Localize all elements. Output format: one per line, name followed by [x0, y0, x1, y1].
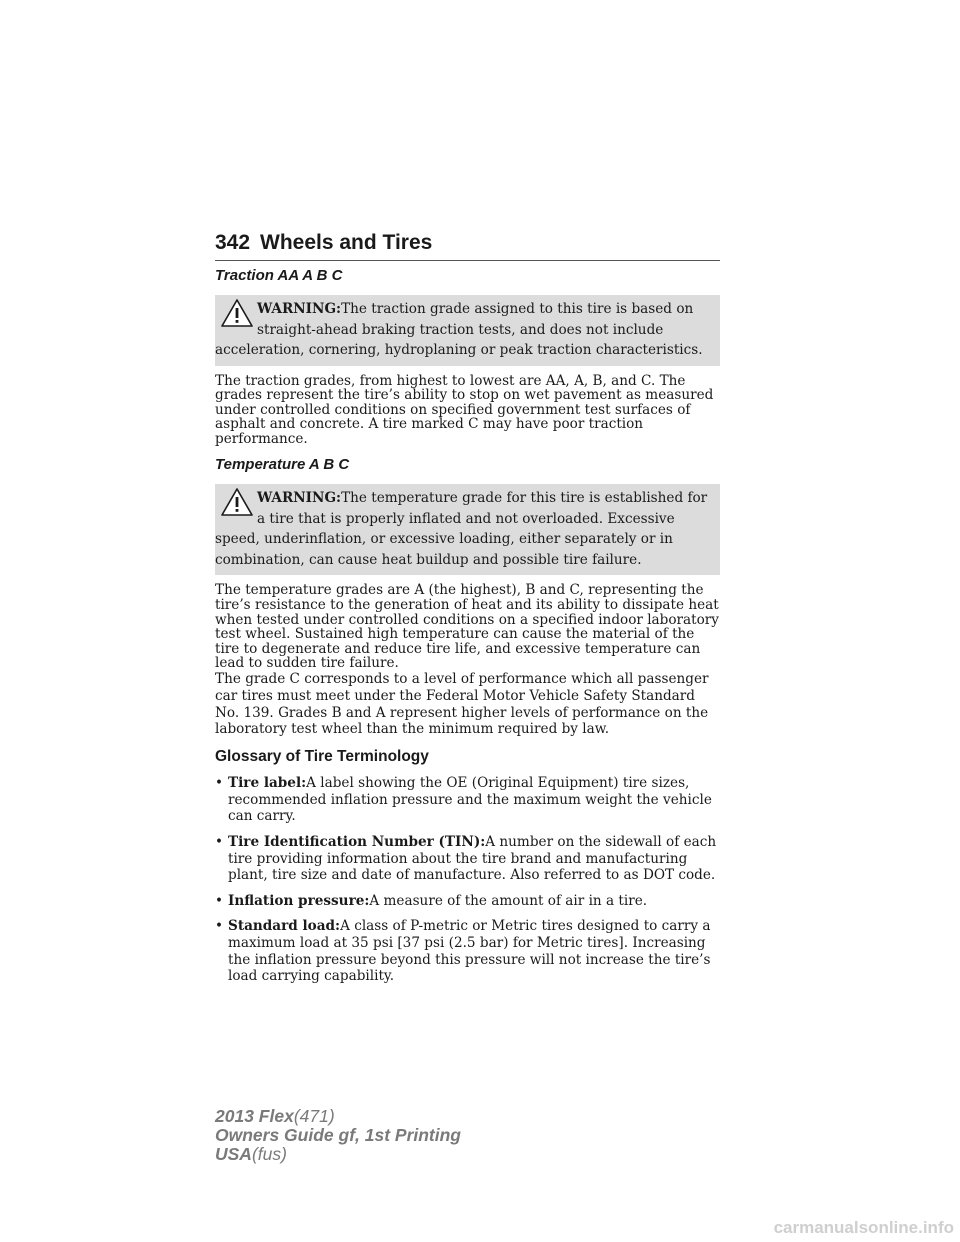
glossary-term: Standard load:	[228, 918, 341, 935]
warning-text: The traction grade assigned to this tire is based on	[341, 301, 694, 317]
glossary-definition: A measure of the amount of air in a tire.	[369, 892, 648, 909]
warning-text: straight-ahead braking traction tests, and does not include	[257, 321, 664, 338]
glossary-term: Inflation pressure:	[228, 892, 370, 909]
warning-text: acceleration, cornering, hydroplaning or peak traction characteristics.	[215, 342, 703, 358]
temperature-heading: Temperature A B C	[215, 456, 350, 474]
header-divider	[215, 260, 720, 261]
glossary-term: Tire label:	[228, 775, 307, 792]
glossary-heading: Glossary of Tire Terminology	[215, 748, 429, 766]
footer-market-code: (fus)	[251, 1144, 287, 1164]
warning-text: a tire that is properly inflated and not overloaded. Excessive	[257, 510, 675, 527]
warning-text: The temperature grade for this tire is established for	[341, 490, 708, 507]
glossary-definition: A label showing the OE (Original Equipment) tire sizes, recommended inflation pressure and the maximum weight the vehicle can carry.	[228, 775, 712, 825]
glossary-item: • Inflation pressure:A measure of the amount of air in a tire.	[215, 892, 648, 909]
warning-label: WARNING:	[257, 490, 342, 507]
print-footer	[215, 1107, 461, 1164]
traction-warning-box	[215, 295, 720, 366]
glossary-definition: A class of P-metric or Metric tires designed to carry a maximum load at 35 psi [37 psi (2.5 bar) for Metric tires]. Increasing the inflation pressure beyond this pressure will not increase the tire’s load carrying capability.	[228, 918, 711, 985]
temperature-warning-box	[215, 484, 720, 575]
traction-paragraph: The traction grades, from highest to lowest are AA, A, B, and C. The grades represent the tire’s ability to stop on wet pavement as measured under controlled conditions on specified government test surfaces of asphalt and concrete. A tire marked C may have poor traction performance.	[215, 372, 714, 447]
warning-text: combination, can cause heat buildup and possible tire failure.	[215, 551, 642, 568]
warning-label: WARNING:	[257, 301, 342, 317]
footer-model: 2013 Flex	[215, 1106, 294, 1126]
page-header	[215, 228, 720, 262]
page-number: 342	[215, 231, 251, 254]
footer-guide: Owners Guide gf, 1st Printing	[215, 1125, 461, 1145]
warning-text: speed, underinflation, or excessive loading, either separately or in	[215, 531, 673, 548]
footer-market: USA	[215, 1144, 252, 1164]
glossary-item: • Standard load:A class of P-metric or Metric tires designed to carry a maximum load at 35 psi [37 psi (2.5 bar) for Metric tires]. Increasing the inflation pressure beyond this pressure will not increase the tire’s load carrying capability.	[215, 918, 711, 985]
watermark: carmanualsonline.info	[773, 1218, 954, 1237]
glossary-list	[215, 775, 720, 985]
glossary-term: Tire Identification Number (TIN):	[228, 834, 486, 850]
glossary-item: • Tire Identification Number (TIN):A number on the sidewall of each tire providing information about the tire brand and manufacturing plant, tire size and date of manufacture. Also referred to as DOT code.	[215, 834, 717, 884]
traction-heading: Traction AA A B C	[215, 267, 343, 284]
footer-page-code: (471)	[293, 1106, 335, 1126]
warning-triangle-icon	[221, 488, 253, 516]
glossary-item: • Tire label:A label showing the OE (Original Equipment) tire sizes, recommended inflation pressure and the maximum weight the vehicle can carry.	[215, 775, 712, 825]
temperature-paragraph-b: The grade C corresponds to a level of performance which all passenger car tires must meet under the Federal Motor Vehicle Safety Standard No. 139. Grades B and A represent higher levels of performance on the laboratory test wheel than the minimum required by law.	[215, 671, 709, 738]
warning-triangle-icon	[221, 299, 253, 327]
page-content	[215, 266, 720, 994]
temperature-paragraph-a: The temperature grades are A (the highest), B and C, representing the tire’s resistance to the generation of heat and its ability to dissipate heat when tested under controlled conditions on a specified indoor laboratory test wheel. Sustained high temperature can cause the material of the tire to degenerate and reduce tire life, and excessive temperature can lead to sudden tire failure.	[215, 582, 719, 672]
glossary-definition: A number on the sidewall of each tire providing information about the tire brand and manufacturing plant, tire size and date of manufacture. Also referred to as DOT code.	[228, 834, 717, 884]
section-title: Wheels and Tires	[260, 231, 433, 254]
